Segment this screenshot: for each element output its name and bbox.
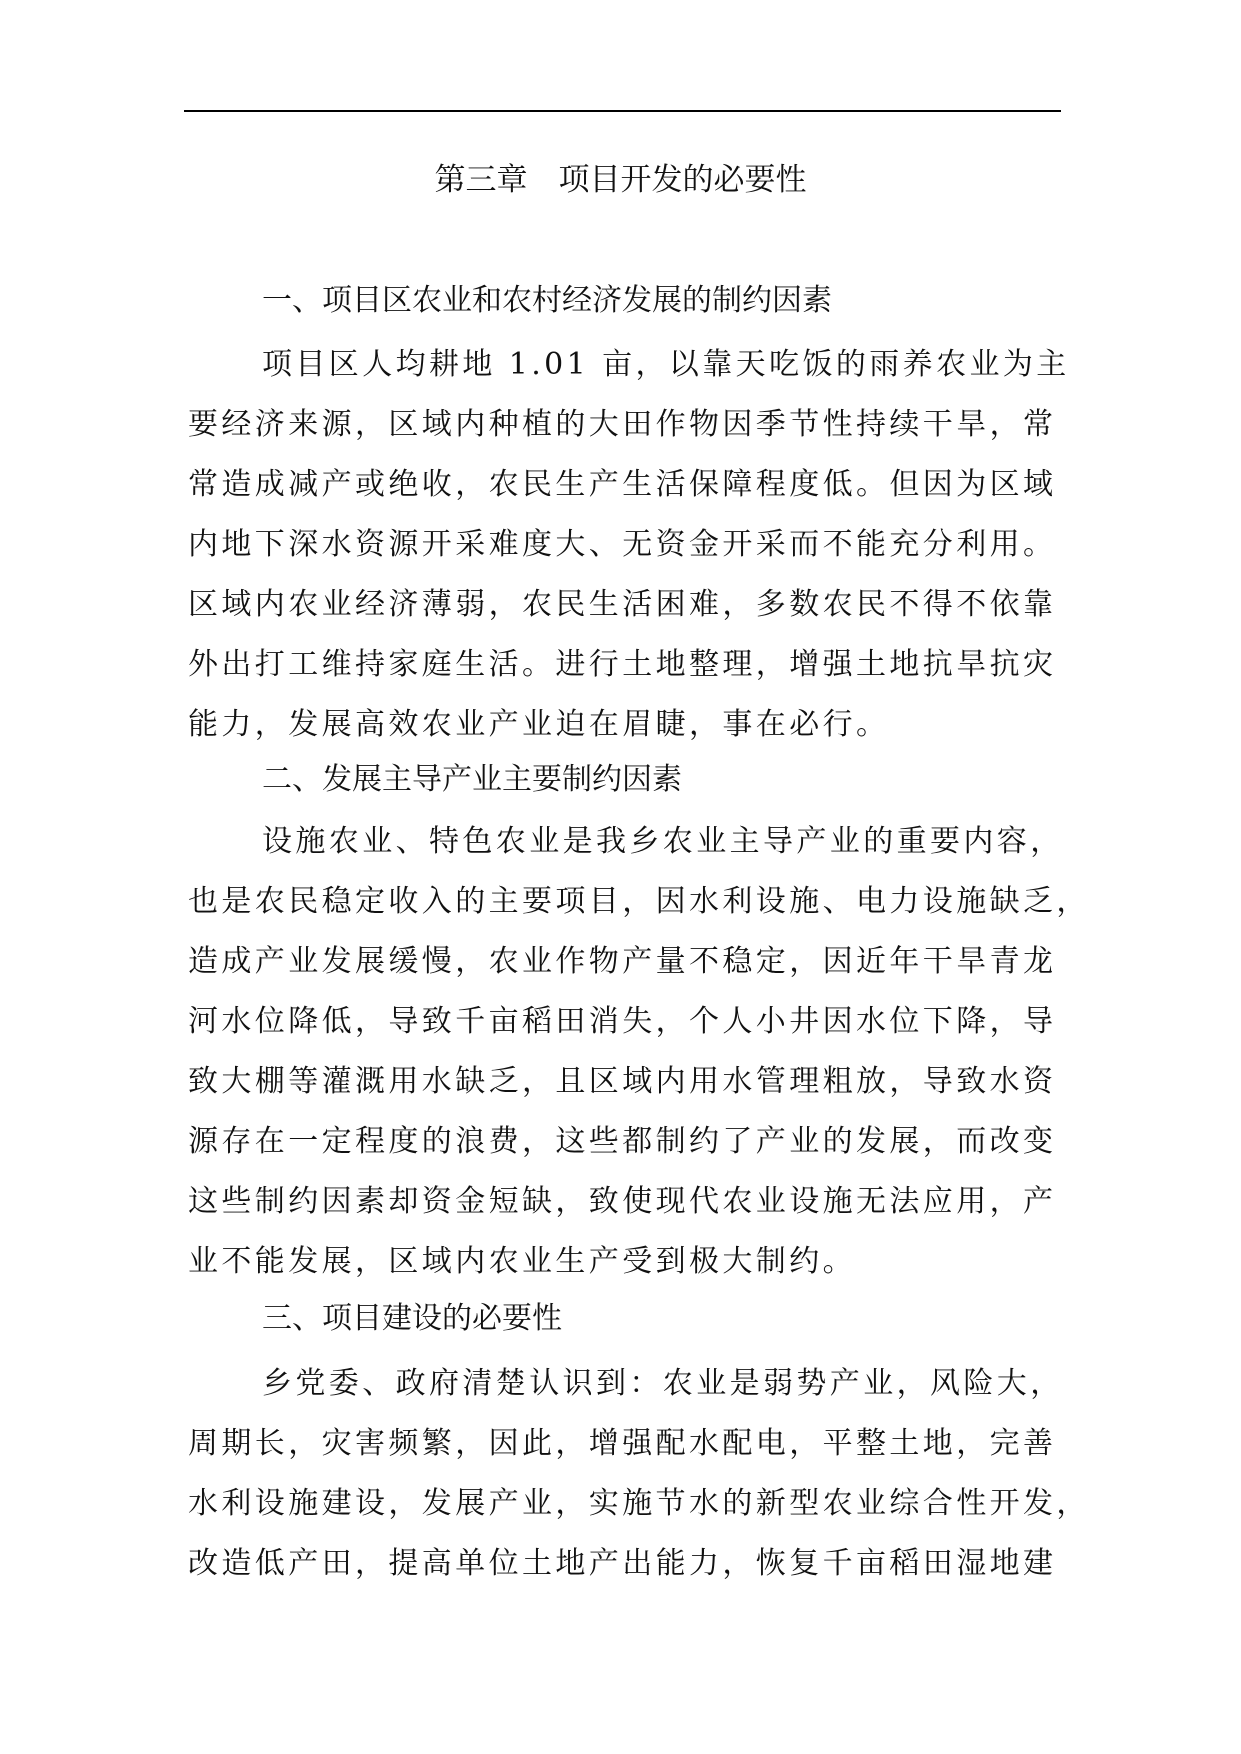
chapter-title: 第三章 项目开发的必要性 xyxy=(434,162,807,198)
paragraph-line: 改造低产田，提高单位土地产出能力，恢复千亩稻田湿地建 xyxy=(188,1546,1057,1581)
section-heading-2: 二、发展主导产业主要制约因素 xyxy=(262,762,682,797)
paragraph-line: 能力，发展高效农业产业迫在眉睫，事在必行。 xyxy=(188,707,890,742)
paragraph-line: 致大棚等灌溉用水缺乏，且区域内用水管理粗放，导致水资 xyxy=(188,1064,1057,1099)
section-paragraph-3 xyxy=(188,1354,1090,1594)
section-paragraph-2 xyxy=(188,812,1090,1292)
paragraph-line: 外出打工维持家庭生活。进行土地整理，增强土地抗旱抗灾 xyxy=(188,647,1057,682)
paragraph-line: 常造成减产或绝收，农民生产生活保障程度低。但因为区域 xyxy=(188,467,1057,502)
paragraph-line: 这些制约因素却资金短缺，致使现代农业设施无法应用，产 xyxy=(188,1184,1057,1219)
paragraph-line: 水利设施建设，发展产业，实施节水的新型农业综合性开发， xyxy=(188,1486,1090,1521)
paragraph-line: 也是农民稳定收入的主要项目，因水利设施、电力设施缺乏， xyxy=(188,884,1090,919)
paragraph-line: 源存在一定程度的浪费，这些都制约了产业的发展，而改变 xyxy=(188,1124,1057,1159)
paragraph-line: 设施农业、特色农业是我乡农业主导产业的重要内容， xyxy=(262,824,1064,859)
paragraph-line: 周期长，灾害频繁，因此，增强配水配电，平整土地，完善 xyxy=(188,1426,1057,1461)
paragraph-line: 内地下深水资源开采难度大、无资金开采而不能充分利用。 xyxy=(188,527,1057,562)
paragraph-line: 乡党委、政府清楚认识到：农业是弱势产业，风险大， xyxy=(262,1366,1064,1401)
paragraph-line: 区域内农业经济薄弱，农民生活困难，多数农民不得不依靠 xyxy=(188,587,1057,622)
paragraph-line: 项目区人均耕地 1.01 亩，以靠天吃饭的雨养农业为主 xyxy=(262,347,1070,382)
paragraph-line: 要经济来源，区域内种植的大田作物因季节性持续干旱，常 xyxy=(188,407,1057,442)
paragraph-line: 造成产业发展缓慢，农业作物产量不稳定，因近年干旱青龙 xyxy=(188,944,1057,979)
paragraph-line: 业不能发展，区域内农业生产受到极大制约。 xyxy=(188,1244,856,1279)
section-heading-1: 一、项目区农业和农村经济发展的制约因素 xyxy=(262,283,832,318)
header-rule xyxy=(184,110,1061,112)
section-heading-3: 三、项目建设的必要性 xyxy=(262,1301,562,1336)
paragraph-line: 河水位降低，导致千亩稻田消失，个人小井因水位下降，导 xyxy=(188,1004,1057,1039)
section-paragraph-1 xyxy=(188,335,1070,755)
